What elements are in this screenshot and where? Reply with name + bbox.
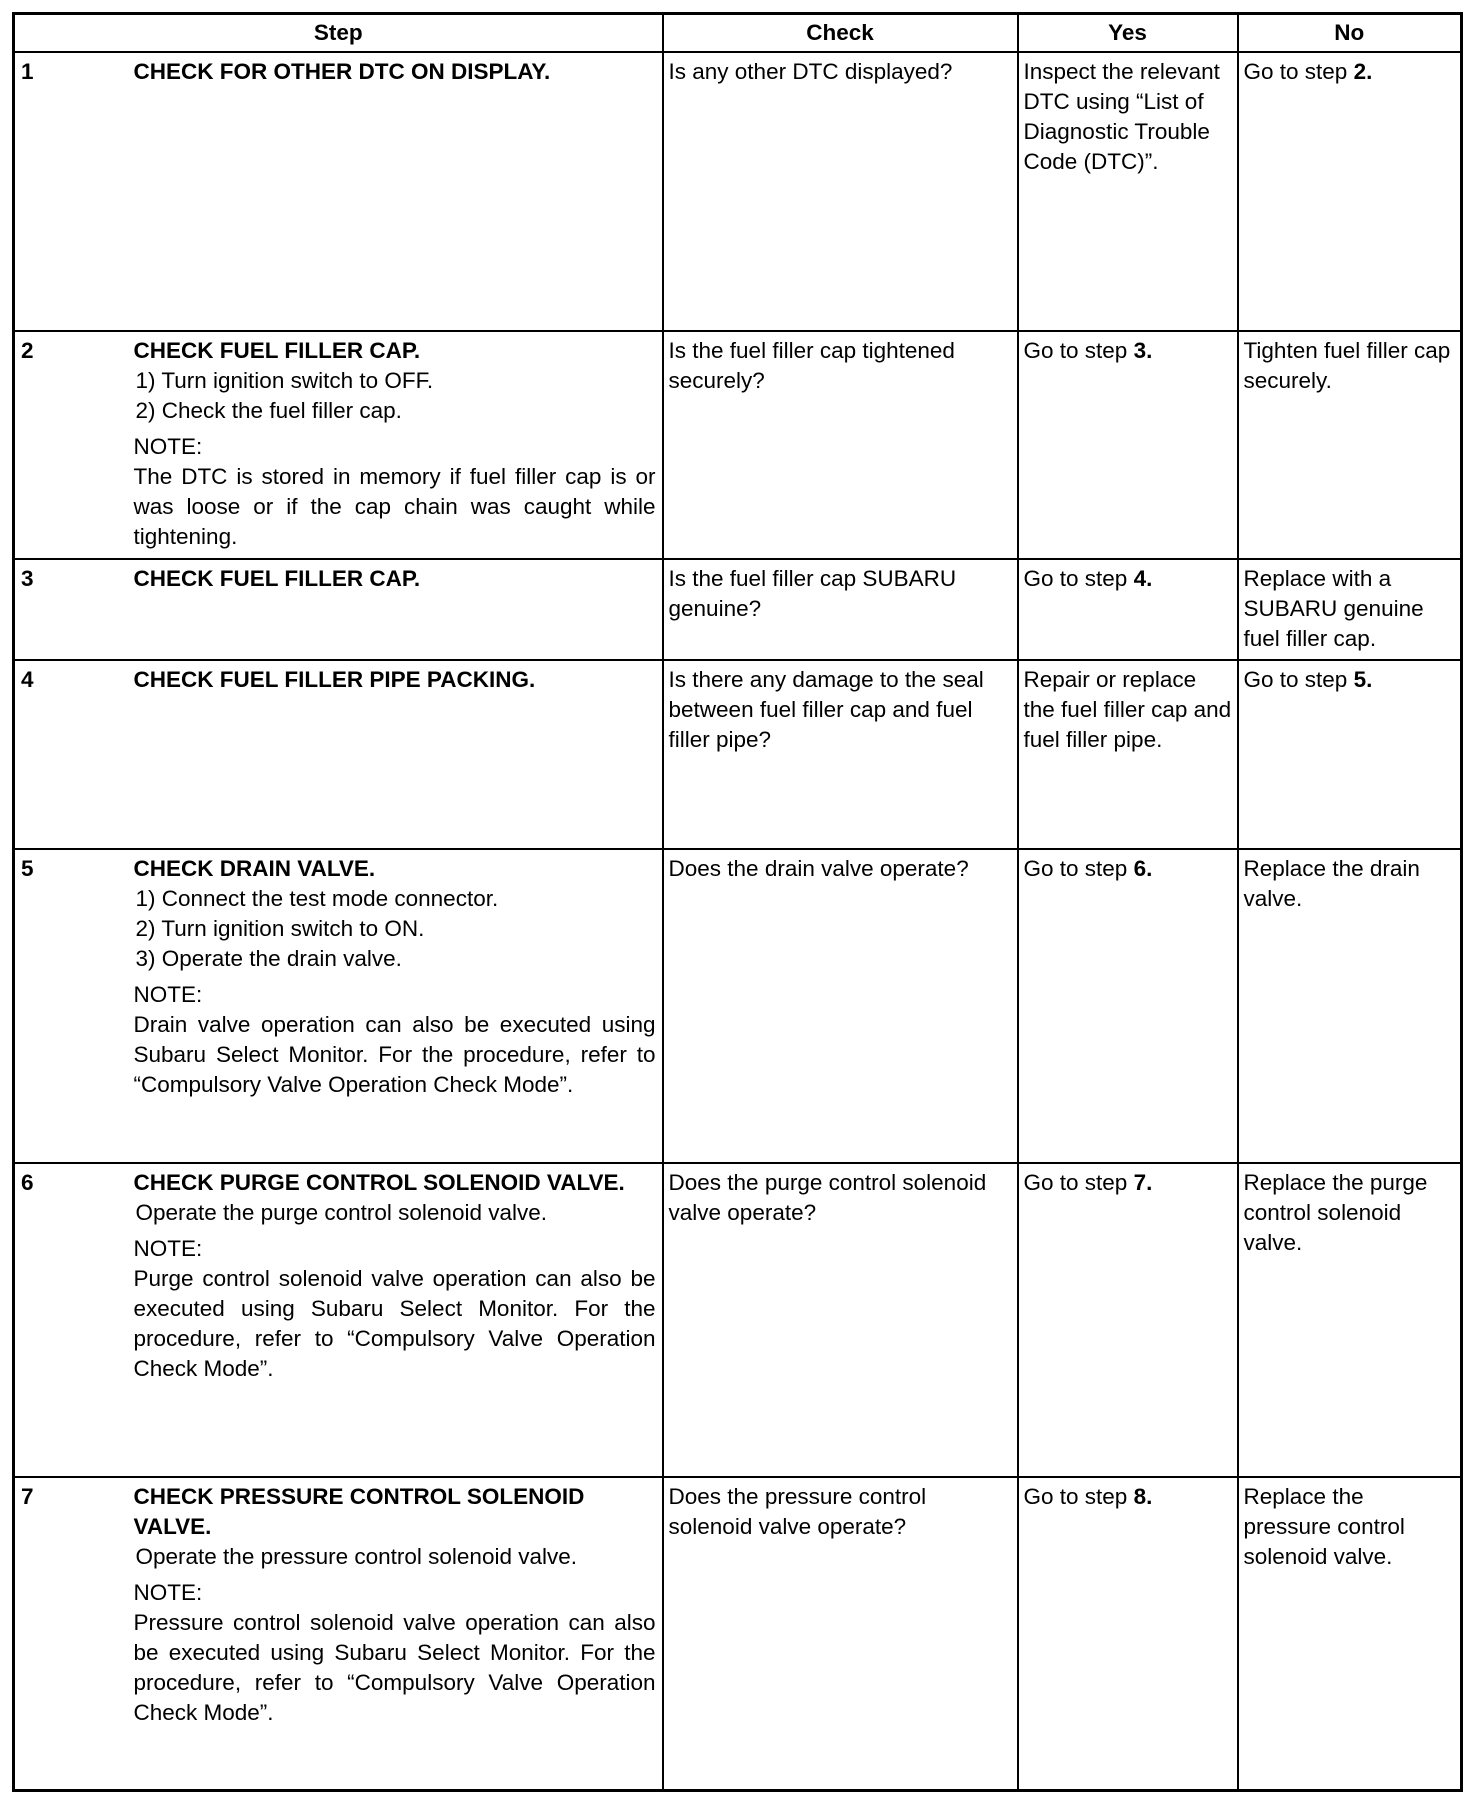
table-row bbox=[14, 1477, 1462, 1791]
no-cell: Replace with a SUBARU genuine fuel filler cap. bbox=[1238, 559, 1462, 660]
yes-cell bbox=[1018, 849, 1238, 1164]
yes-suffix: . bbox=[1146, 566, 1153, 592]
note-text: Drain valve operation can also be executed using Subaru Select Monitor. For the procedure, refer to “Compulsory Valve Operation Check Mode”. bbox=[133, 1011, 656, 1097]
step-title: CHECK FUEL FILLER PIPE PACKING. bbox=[133, 667, 536, 693]
table-row bbox=[14, 52, 1462, 331]
note-text: The DTC is stored in memory if fuel filler cap is or was loose or if the cap chain was caught while tightening. bbox=[133, 464, 656, 550]
step-number: 1 bbox=[14, 52, 134, 331]
no-suffix: . bbox=[1366, 667, 1373, 693]
table-row bbox=[14, 1163, 1462, 1477]
procedure-item: Operate the purge control solenoid valve. bbox=[135, 1200, 548, 1226]
check-cell: Is the fuel filler cap SUBARU genuine? bbox=[663, 559, 1018, 660]
note-label: NOTE: bbox=[133, 1236, 203, 1262]
no-cell: Replace the purge control solenoid valve. bbox=[1238, 1163, 1462, 1477]
yes-suffix: . bbox=[1146, 1483, 1153, 1509]
yes-step-ref: 3 bbox=[1133, 338, 1147, 364]
table-row bbox=[14, 559, 1462, 660]
step-cell bbox=[134, 331, 663, 559]
yes-suffix: . bbox=[1146, 338, 1153, 364]
check-cell: Is the fuel filler cap tightened securely? bbox=[663, 331, 1018, 559]
no-step-ref: 2 bbox=[1353, 59, 1367, 84]
header-row bbox=[14, 14, 1462, 53]
yes-prefix: Go to step bbox=[1023, 855, 1134, 881]
no-prefix: Go to step bbox=[1243, 59, 1354, 84]
procedure-item: 1) Connect the test mode connector. bbox=[135, 885, 499, 911]
yes-suffix: . bbox=[1146, 855, 1153, 881]
note-label: NOTE: bbox=[133, 434, 203, 460]
diagnostic-table bbox=[12, 12, 1463, 1792]
step-cell bbox=[134, 849, 663, 1164]
yes-step-ref: 6 bbox=[1133, 855, 1147, 881]
step-title: CHECK PURGE CONTROL SOLENOID VALVE. bbox=[133, 1170, 625, 1196]
no-step-ref: 5 bbox=[1353, 667, 1367, 693]
check-cell: Does the purge control solenoid valve operate? bbox=[663, 1163, 1018, 1477]
yes-prefix: Go to step bbox=[1023, 1483, 1134, 1509]
yes-cell: Inspect the relevant DTC using “List of Diagnostic Trouble Code (DTC)”. bbox=[1018, 52, 1238, 331]
no-cell: Replace the pressure control solenoid valve. bbox=[1238, 1477, 1462, 1791]
procedure-item: Operate the pressure control solenoid valve. bbox=[135, 1543, 577, 1569]
procedure-item: 1) Turn ignition switch to OFF. bbox=[135, 368, 434, 394]
step-number: 3 bbox=[14, 559, 134, 660]
note-label: NOTE: bbox=[133, 1579, 203, 1605]
step-title: CHECK FUEL FILLER CAP. bbox=[133, 338, 421, 364]
yes-cell bbox=[1018, 1477, 1238, 1791]
yes-cell bbox=[1018, 331, 1238, 559]
header-check: Check bbox=[663, 14, 1018, 53]
procedure-item: 2) Turn ignition switch to ON. bbox=[135, 915, 425, 941]
step-number: 6 bbox=[14, 1163, 134, 1477]
no-cell: Tighten fuel filler cap securely. bbox=[1238, 331, 1462, 559]
yes-prefix: Go to step bbox=[1023, 1170, 1134, 1196]
check-cell: Does the drain valve operate? bbox=[663, 849, 1018, 1164]
step-title: CHECK FUEL FILLER CAP. bbox=[133, 566, 421, 592]
yes-step-ref: 4 bbox=[1133, 566, 1147, 592]
yes-prefix: Go to step bbox=[1023, 566, 1134, 592]
step-title: CHECK FOR OTHER DTC ON DISPLAY. bbox=[133, 59, 551, 84]
step-cell bbox=[134, 52, 663, 331]
table-row bbox=[14, 331, 1462, 559]
yes-step-ref: 8 bbox=[1133, 1483, 1147, 1509]
step-number: 5 bbox=[14, 849, 134, 1164]
step-number: 2 bbox=[14, 331, 134, 559]
header-no: No bbox=[1238, 14, 1462, 53]
no-suffix: . bbox=[1366, 59, 1373, 84]
check-cell: Is any other DTC displayed? bbox=[663, 52, 1018, 331]
diagnostic-procedure-sheet bbox=[12, 12, 1460, 1792]
step-cell bbox=[134, 660, 663, 849]
no-cell bbox=[1238, 52, 1462, 331]
note-label: NOTE: bbox=[133, 981, 203, 1007]
yes-cell bbox=[1018, 1163, 1238, 1477]
check-cell: Does the pressure control solenoid valve operate? bbox=[663, 1477, 1018, 1791]
step-cell bbox=[134, 559, 663, 660]
yes-cell: Repair or replace the fuel filler cap and fuel filler pipe. bbox=[1018, 660, 1238, 849]
note-text: Purge control solenoid valve operation can also be executed using Subaru Select Monitor. For the procedure, refer to “Compulsory Valve Operation Check Mode”. bbox=[133, 1266, 656, 1382]
procedure-item: 3) Operate the drain valve. bbox=[135, 945, 402, 971]
yes-step-ref: 7 bbox=[1133, 1170, 1147, 1196]
yes-suffix: . bbox=[1146, 1170, 1153, 1196]
note-text: Pressure control solenoid valve operation can also be executed using Subaru Select Monitor. For the procedure, refer to “Compulsory Valve Operation Check Mode”. bbox=[133, 1609, 656, 1725]
check-cell: Is there any damage to the seal between fuel filler cap and fuel filler pipe? bbox=[663, 660, 1018, 849]
yes-cell bbox=[1018, 559, 1238, 660]
header-step: Step bbox=[14, 14, 663, 53]
step-cell bbox=[134, 1477, 663, 1791]
no-cell bbox=[1238, 660, 1462, 849]
step-number: 4 bbox=[14, 660, 134, 849]
no-prefix: Go to step bbox=[1243, 667, 1354, 693]
yes-prefix: Go to step bbox=[1023, 338, 1134, 364]
step-title: CHECK PRESSURE CONTROL SOLENOID VALVE. bbox=[133, 1483, 585, 1539]
header-yes: Yes bbox=[1018, 14, 1238, 53]
step-number: 7 bbox=[14, 1477, 134, 1791]
procedure-item: 2) Check the fuel filler cap. bbox=[135, 398, 402, 424]
no-cell: Replace the drain valve. bbox=[1238, 849, 1462, 1164]
step-cell bbox=[134, 1163, 663, 1477]
table-row bbox=[14, 849, 1462, 1164]
table-row bbox=[14, 660, 1462, 849]
step-title: CHECK DRAIN VALVE. bbox=[133, 855, 376, 881]
